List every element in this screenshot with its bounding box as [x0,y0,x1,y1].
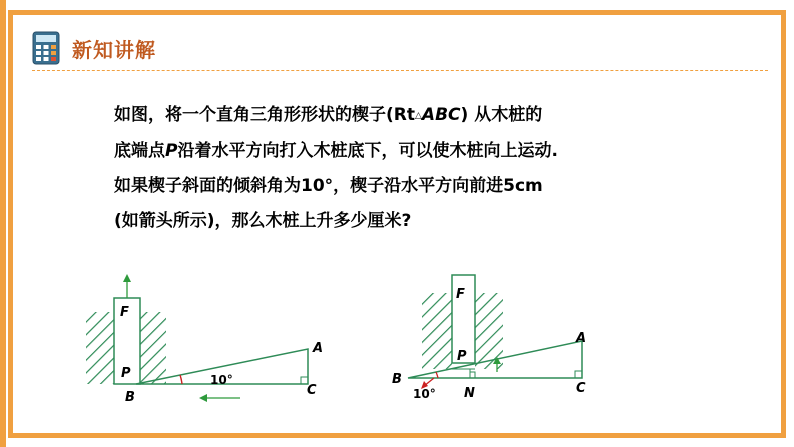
label-C-left: C [307,383,317,398]
angle-arc-left [180,375,182,384]
problem-line-3: 如果楔子斜面的倾斜角为10°，楔子沿水平方向前进5cm [114,176,543,196]
label-P-right: P [457,349,467,364]
label-P-left: P [121,366,131,381]
label-N-right: N [464,386,475,401]
label-F-right: F [456,287,465,302]
problem-line-1: 如图，将一个直角三角形形状的楔子(Rt△ABC) 从木桩的 [114,105,543,125]
angle-label-left: 10° [210,373,233,387]
label-C-right: C [576,381,586,396]
label-B-right: B [392,372,402,387]
ground-hatch-right-b [475,293,503,369]
figure-left [86,274,323,405]
right-angle-right [575,371,582,378]
angle-arc-right [436,372,438,378]
ground-hatch-right-a [422,293,452,369]
ground-hatch-left-b [140,312,166,384]
right-angle-N [470,372,475,378]
figure-right [392,275,586,401]
label-A-right: A [576,331,587,346]
up-arrow-left-head [123,274,131,282]
label-A-left: A [313,341,324,356]
push-arrow-left-head [199,394,207,402]
section-title: 新知讲解 [72,37,156,62]
ground-hatch-left-a [86,312,114,384]
label-F-left: F [120,305,129,320]
angle-label-right: 10° [413,387,436,401]
label-B-left: B [125,390,135,405]
problem-line-2: 底端点P沿着水平方向打入木桩底下，可以使木桩向上运动. [114,141,558,161]
problem-line-4: (如箭头所示)，那么木桩上升多少厘米? [114,211,412,231]
